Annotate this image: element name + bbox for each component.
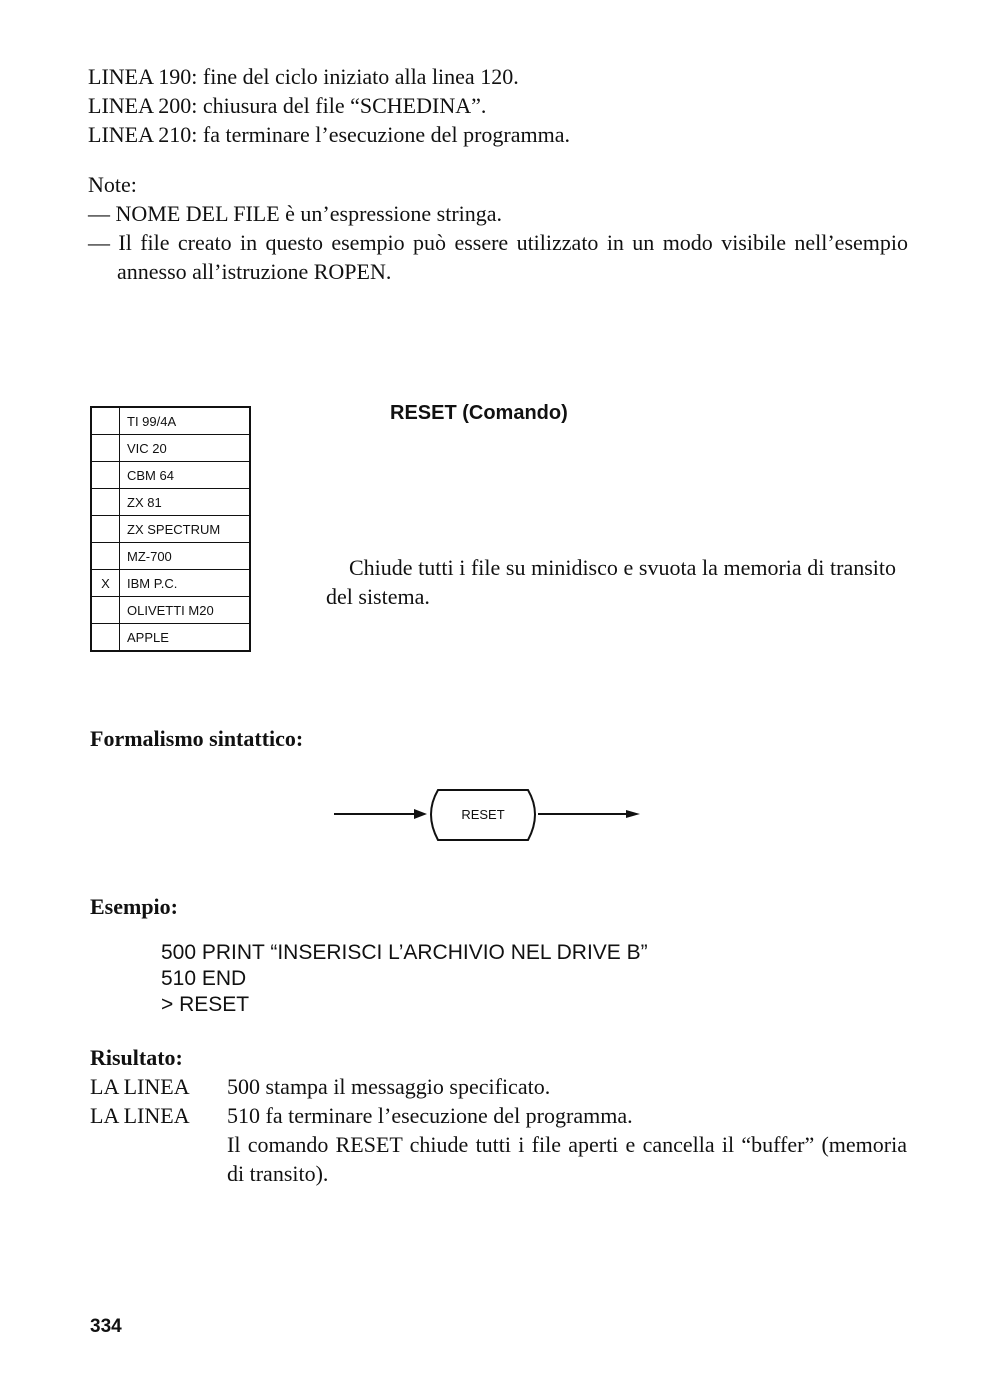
notes-section [88, 170, 908, 286]
result-text: Il comando RESET chiude tutti i file aperti e cancella il “buffer” (memoria di transito). [227, 1132, 907, 1186]
example-label: Esempio: [90, 894, 178, 919]
table-row [91, 624, 250, 652]
table-row [91, 435, 250, 462]
notes-heading: Note: [88, 172, 137, 197]
result-text: 500 stampa il messaggio specificato. [227, 1074, 551, 1099]
syntax-label: Formalismo sintattico: [90, 726, 304, 751]
intro-lines [88, 62, 570, 149]
compat-mark [91, 489, 120, 516]
code-line: 510 END [161, 967, 247, 990]
compatibility-table [90, 406, 251, 652]
arrow-in-icon [414, 809, 427, 819]
compat-mark [91, 462, 120, 489]
note-item: — NOME DEL FILE è un’espressione stringa. [88, 201, 503, 226]
syntax-diagram [330, 784, 650, 848]
computer-name: IBM P.C. [120, 570, 251, 597]
result-label: Risultato: [90, 1045, 183, 1070]
compat-mark [91, 597, 120, 624]
code-example [161, 940, 648, 1018]
result-prefix: LA LINEA [90, 1103, 190, 1128]
result-text: 510 fa terminare l’esecuzione del programma. [227, 1103, 633, 1128]
arrow-out-icon [626, 810, 640, 818]
table-row [91, 407, 250, 435]
table-row [91, 543, 250, 570]
table-row [91, 462, 250, 489]
table-row [91, 597, 250, 624]
table-row [91, 570, 250, 597]
keyword-label: RESET [461, 807, 505, 822]
compat-mark [91, 407, 120, 435]
text-line: LINEA 210: fa terminare l’esecuzione del programma. [88, 122, 570, 147]
compat-mark [91, 543, 120, 570]
note-item: — Il file creato in questo esempio può essere utilizzato in un modo visibile nell’esempio annesso all’istruzione ROPEN. [88, 230, 908, 284]
code-line: > RESET [161, 993, 250, 1016]
computer-name: TI 99/4A [120, 407, 251, 435]
compat-mark [91, 435, 120, 462]
result-prefix: LA LINEA [90, 1074, 190, 1099]
computer-name: OLIVETTI M20 [120, 597, 251, 624]
text-line: LINEA 200: chiusura del file “SCHEDINA”. [88, 93, 487, 118]
computer-name: VIC 20 [120, 435, 251, 462]
compat-mark: X [91, 570, 120, 597]
code-line: 500 PRINT “INSERISCI L’ARCHIVIO NEL DRIVE B” [161, 941, 648, 964]
page-number: 334 [90, 1316, 122, 1337]
compat-mark [91, 624, 120, 652]
computer-name: ZX SPECTRUM [120, 516, 251, 543]
computer-name: APPLE [120, 624, 251, 652]
computer-name: MZ-700 [120, 543, 251, 570]
computer-name: ZX 81 [120, 489, 251, 516]
command-description: Chiude tutti i file su minidisco e svuota la memoria di transito del sistema. [326, 555, 896, 609]
table-row [91, 489, 250, 516]
computer-name: CBM 64 [120, 462, 251, 489]
compat-mark [91, 516, 120, 543]
table-row [91, 516, 250, 543]
command-title: RESET (Comando) [390, 402, 568, 424]
text-line: LINEA 190: fine del ciclo iniziato alla linea 120. [88, 64, 519, 89]
